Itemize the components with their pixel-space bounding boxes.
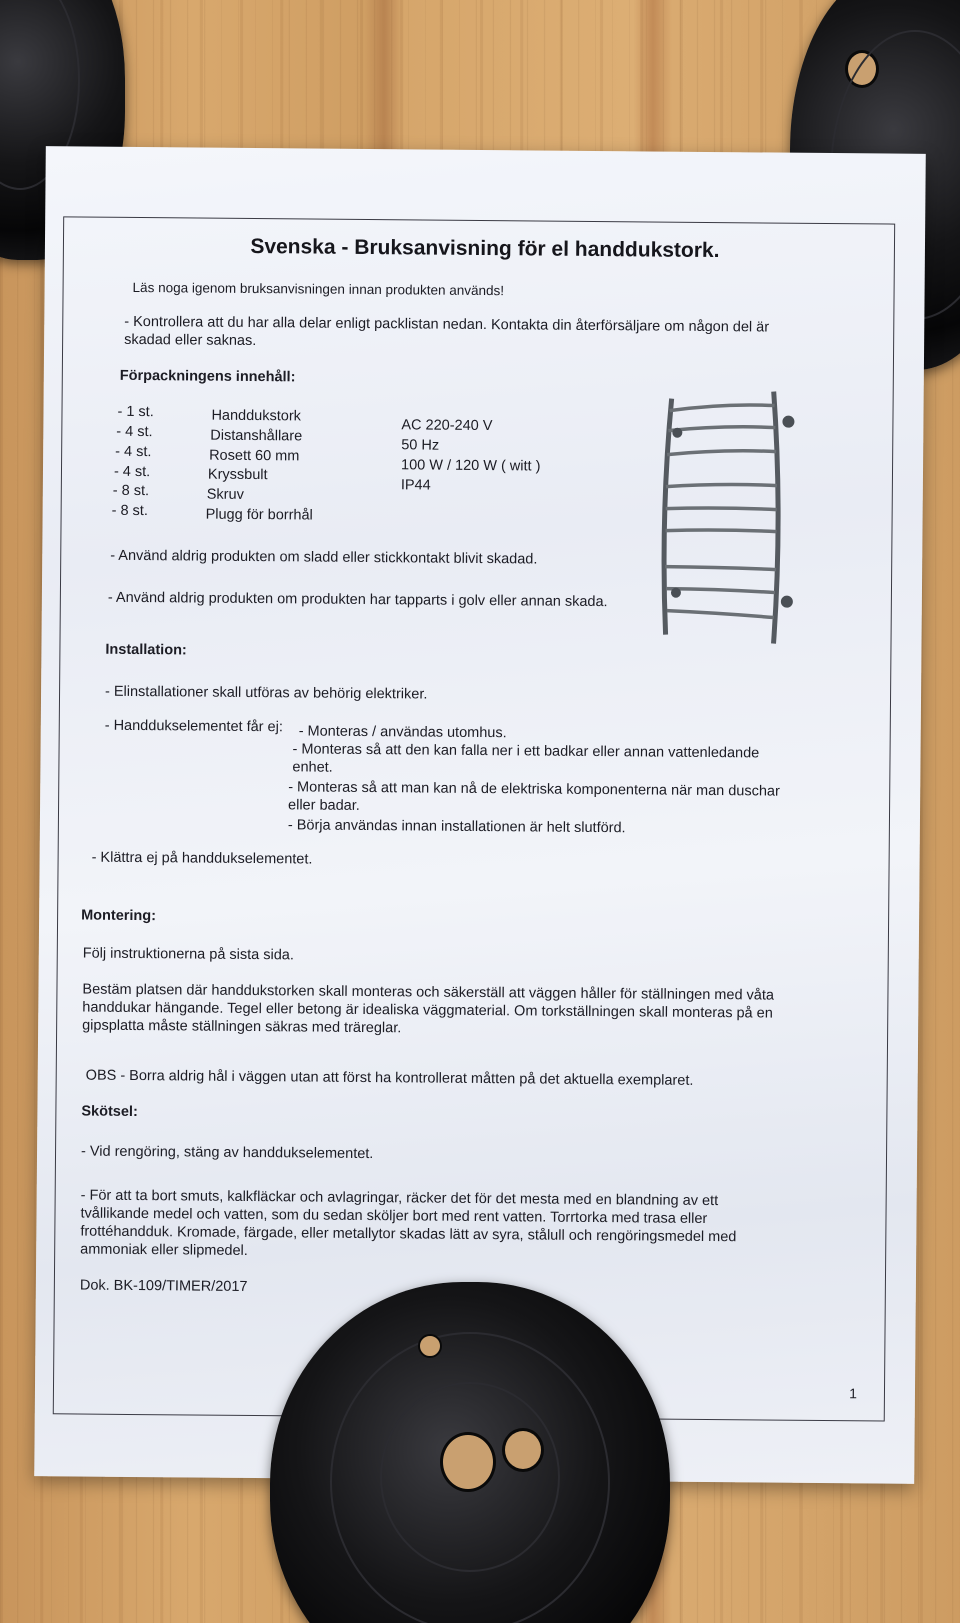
warning-cable: - Använd aldrig produkten om sladd eller stickkontakt blivit skadad. — [110, 547, 538, 568]
spec-frequency: 50 Hz — [401, 437, 440, 454]
list-item-name: Distanshållare — [210, 427, 303, 445]
element-rule: - Börja användas innan installationen är helt slutförd. — [287, 817, 626, 837]
list-item-name: Rosett 60 mm — [209, 447, 300, 465]
list-item-qty: - 8 st. — [112, 482, 150, 500]
element-rule: - Monteras / användas utomhus. — [298, 723, 507, 742]
towel-rack-illustration — [651, 386, 803, 647]
list-item-name: Handdukstork — [211, 407, 302, 425]
document-title: Svenska - Bruksanvisning för el handdukstork. — [250, 234, 720, 263]
list-item-qty: - 1 st. — [117, 403, 154, 421]
list-item-qty: - 4 st. — [116, 423, 153, 441]
care-clean: - För att ta bort smuts, kalkfläckar och avlagringar, räcker det för det mesta med en blandning av ett tvållikande medel och vatten, som du sedan sköljer bort med rent vatten. Torrtorka med trasa eller frottéhandduk. Kromade, färgade, eller metallytor skadas lätt av syra, stålull och rengöringsmedel med ammoniak eller slipmedel. — [80, 1187, 737, 1259]
check-note: - Kontrollera att du har alla delar enligt packlistan nedan. Kontakta din återförsäljare om någon del är skadad eller saknas. — [124, 313, 770, 350]
document-reference: Dok. BK-109/TIMER/2017 — [79, 1277, 248, 1295]
list-item-name: Skruv — [206, 486, 244, 503]
intro-text: Läs noga igenom bruksanvisningen innan produkten används! — [132, 279, 505, 299]
list-item-name: Plugg för borrhål — [205, 506, 313, 524]
element-rule: - Monteras så att man kan nå de elektriska komponenterna när man duschar eller badar. — [288, 779, 780, 814]
mounting-follow: Följ instruktionerna på sista sida. — [82, 945, 294, 964]
mounting-placement: Bestäm platsen där handdukstorken skall monteras och säkerställ att väggen håller för ställningen med våta handdukar hängande. Tegel eller betong är idealiska väggmaterial. Om torkställningen skall monteras på en gipsplatta måste ställningen säkras med träreglar. — [82, 981, 775, 1037]
spec-power: 100 W / 120 W ( witt ) — [400, 457, 541, 475]
list-item-qty: - 4 st. — [115, 443, 152, 461]
list-item-qty: - 8 st. — [111, 502, 148, 520]
list-item-name: Kryssbult — [207, 466, 268, 484]
element-rule: - Monteras så att den kan falla ner i ett badkar eller annan vattenledande enhet. — [292, 741, 760, 776]
packing-heading: Förpackningens innehåll: — [119, 367, 296, 386]
care-off: - Vid rengöring, stäng av handdukselementet. — [80, 1143, 374, 1163]
element-label: - Handdukselementet får ej: — [104, 717, 283, 736]
page-number: 1 — [849, 1385, 858, 1402]
spec-voltage: AC 220-240 V — [401, 417, 493, 435]
list-item-qty: - 4 st. — [113, 463, 151, 481]
mounting-heading: Montering: — [81, 907, 157, 925]
care-heading: Skötsel: — [81, 1103, 138, 1121]
climb-warning: - Klättra ej på handdukselementet. — [91, 849, 313, 868]
mounting-obs: OBS - Borra aldrig hål i väggen utan att först ha kontrollerat måtten på det aktuella exemplaret. — [85, 1067, 694, 1089]
installation-electrician: - Elinstallationer skall utföras av behörig elektriker. — [104, 683, 428, 703]
spec-ip-rating: IP44 — [400, 477, 431, 494]
installation-heading: Installation: — [105, 641, 187, 659]
warning-damage: - Använd aldrig produkten om produkten har tapparts i golv eller annan skada. — [107, 589, 608, 611]
